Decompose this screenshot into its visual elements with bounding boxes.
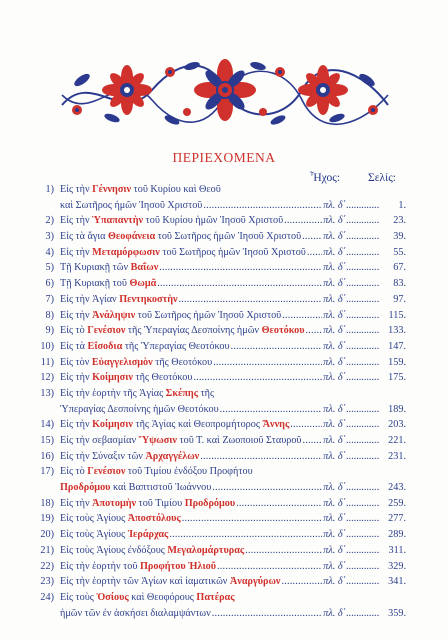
entry-text: Εἰς τὴν ἑορτὴν τοῦ [60, 560, 140, 572]
entry-page-number: 83. [393, 278, 406, 290]
entry-mode: πλ. δ΄ [323, 482, 346, 494]
entry-page-number: 231. [388, 450, 406, 462]
entry-mode: πλ. δ΄ [323, 560, 346, 572]
entry-highlight: Ἀνάληψιν [92, 309, 136, 321]
leader-dots [302, 433, 322, 449]
entry-number: 10) [40, 340, 54, 352]
toc-entry[interactable] [26, 386, 406, 417]
entry-title [60, 574, 281, 590]
entry-text: Εἰς τοὺς Ἁγίους ἐνδόξους [60, 544, 168, 556]
leader-dots [231, 339, 323, 355]
entry-text: Εἰς τοὺς Ἁγίους [60, 529, 128, 541]
entry-title [60, 527, 168, 543]
entry-page-number: 341. [388, 576, 406, 588]
entry-text: Εἰς τὴν [60, 497, 93, 509]
entry-highlight: Εἴσοδια [87, 340, 123, 352]
entry-number: 14) [40, 419, 54, 431]
entry-text: τοῦ Σωτῆρος ἡμῶν Ἰησοῦ Χριστοῦ [159, 246, 306, 258]
entry-page-number: 277. [388, 513, 406, 525]
entry-highlight: Ἀποστόλους [127, 513, 181, 525]
entry-number: 5) [45, 262, 54, 274]
entry-page-number: 221. [388, 435, 406, 446]
toc-entry[interactable] [26, 182, 406, 213]
leader-dots [193, 370, 322, 386]
entry-text: Εἰς τὴν σεβασμίαν [60, 435, 139, 446]
leader-dots [346, 527, 380, 543]
leader-dots [307, 245, 322, 261]
leader-dots [182, 511, 323, 527]
entry-text: τῆς Ὑπεραγίας Δεσποίνης ἡμῶν [125, 325, 262, 337]
entry-page-number: 329. [388, 560, 406, 572]
entry-text: καὶ Βαπτιστοῦ Ἰωάννου [110, 482, 212, 494]
entry-text: Εἰς τὸν [60, 356, 92, 368]
leader-dots [346, 496, 380, 512]
entry-text: τοῦ Σωτῆρος ἡμῶν Ἰησοῦ Χριστοῦ [155, 231, 302, 243]
entry-number: 24) [40, 591, 54, 603]
entry-number: 1) [45, 184, 54, 195]
entry-mode: πλ. δ΄ [323, 340, 346, 352]
leader-dots [282, 574, 323, 590]
toc-entry[interactable] [26, 229, 406, 245]
entry-highlight: Ὁσίους [96, 591, 129, 603]
entry-page-number: 359. [388, 607, 406, 619]
toc-entry[interactable] [26, 464, 406, 495]
entry-highlight: Ὑπαπαντὴν [92, 215, 144, 227]
toc-entry[interactable] [26, 370, 406, 386]
leader-dots [346, 480, 380, 496]
entry-number: 18) [40, 497, 54, 509]
entry-page-number: 55. [393, 246, 406, 258]
toc-entry[interactable] [26, 511, 406, 527]
entry-number: 9) [45, 325, 54, 337]
entry-highlight: Θωμᾶ [129, 278, 157, 290]
entry-highlight: Ἄννης [262, 419, 290, 431]
entry-text: τοῦ Τιμίου [136, 497, 185, 509]
entry-text: Εἰς τοὺς [60, 591, 97, 603]
entry-title [60, 590, 235, 606]
leader-dots [346, 308, 380, 324]
leader-dots [200, 449, 322, 465]
entry-mode: πλ. δ΄ [323, 356, 346, 368]
page-title: ΠΕΡΙΕΧΟΜΕΝΑ [172, 150, 276, 165]
entry-text: Εἰς τὴν [60, 419, 93, 431]
entry-title [60, 260, 158, 276]
entry-mode: πλ. δ΄ [323, 607, 346, 619]
leader-dots [346, 574, 380, 590]
entry-page-number: 39. [393, 231, 406, 243]
entry-page-number: 115. [388, 309, 406, 321]
toc-entry[interactable] [26, 433, 406, 449]
entry-title-continued [60, 402, 219, 418]
entry-mode: πλ. δ΄ [323, 278, 346, 290]
toc-entry[interactable] [26, 355, 406, 371]
entry-mode: πλ. δ΄ [323, 497, 346, 509]
entry-text: Εἰς τὴν [60, 246, 93, 258]
entry-text: Εἰς τὴν ἑορτὴν τῶν Ἁγίων καὶ ἰαματικῶν [60, 576, 230, 588]
entry-text: Εἰς τὴν [60, 184, 93, 195]
leader-dots [284, 213, 322, 229]
entry-number: 2) [45, 215, 54, 227]
entry-mode: πλ. δ΄ [323, 529, 346, 541]
entry-highlight: Ἱεράρχας [127, 529, 169, 541]
entry-highlight: Προφήτου Ἠλιοῦ [139, 560, 217, 572]
entry-highlight: Πεντηκοστὴν [119, 293, 178, 305]
entry-text: Εἰς τοὺς Ἁγίους [60, 513, 128, 525]
leader-dots [346, 355, 380, 371]
floral-ornament-icon [52, 50, 398, 132]
leader-dots [306, 323, 323, 339]
entry-page-number: 175. [388, 372, 406, 384]
entry-text: τῆς Ὑπεραγίας Θεοτόκου [122, 340, 230, 352]
toc-entry[interactable] [26, 213, 406, 229]
toc-entry[interactable] [26, 323, 406, 339]
entry-page-number: 133. [388, 325, 406, 337]
entry-text: Εἰς τὴν Σύναξιν τῶν [60, 450, 146, 462]
leader-dots [346, 370, 380, 386]
entry-highlight: Μεγαλομάρτυρας [167, 544, 245, 556]
entry-number: 23) [40, 576, 54, 588]
entry-title [60, 229, 301, 245]
entry-title [60, 449, 199, 465]
entry-mode: πλ. δ΄ [323, 215, 346, 227]
entry-highlight: Σκέπης [165, 387, 199, 399]
leader-dots [346, 245, 380, 261]
leader-dots [346, 323, 380, 339]
leader-dots [346, 449, 380, 465]
toc-entry[interactable] [26, 308, 406, 324]
leader-dots [346, 276, 380, 292]
entry-page-number: 289. [388, 529, 406, 541]
toc-entry[interactable] [26, 276, 406, 292]
leader-dots [157, 276, 322, 292]
toc-entry[interactable] [26, 527, 406, 543]
leader-dots [346, 543, 380, 559]
toc-entry[interactable] [26, 559, 406, 575]
entry-highlight: Μεταμόρφωσιν [92, 246, 160, 258]
entry-page-number: 311. [388, 544, 406, 556]
toc-entry[interactable] [26, 292, 406, 308]
entry-text: καὶ Σωτῆρος ἡμῶν Ἰησοῦ Χριστοῦ [60, 199, 203, 211]
entry-number: 16) [40, 450, 54, 462]
entry-text: τοῦ Κυρίου καὶ Θεοῦ [131, 184, 221, 195]
entry-highlight: Θεοτόκου [261, 325, 305, 337]
column-header-mode: Ἦχος: [310, 172, 341, 184]
entry-page-number: 243. [388, 482, 406, 494]
leader-dots [346, 402, 380, 418]
entry-page-number: 203. [388, 419, 406, 431]
toc-entry[interactable] [26, 496, 406, 512]
entry-text: τοῦ Σωτῆρος ἡμῶν Ἰησοῦ Χριστοῦ [135, 309, 282, 321]
column-header-page: Σελίς: [368, 172, 396, 184]
toc-entry[interactable] [26, 245, 406, 261]
entry-highlight: Ἀναργύρων [229, 576, 281, 588]
entry-number: 13) [40, 387, 54, 399]
entry-number: 15) [40, 435, 54, 446]
entry-title [60, 182, 221, 198]
entry-mode: πλ. δ΄ [323, 403, 346, 415]
entry-mode: πλ. δ΄ [323, 419, 346, 431]
leader-dots [213, 355, 322, 371]
leader-dots [236, 496, 322, 512]
entry-title [60, 433, 301, 449]
entry-text: τῆς Θεοτόκου [152, 356, 213, 368]
entry-mode: πλ. δ΄ [323, 450, 346, 462]
entry-highlight: Κοίμησιν [92, 419, 133, 431]
leader-dots [212, 606, 323, 622]
leader-dots [179, 292, 323, 308]
entry-text: Εἰς τὴν [60, 309, 93, 321]
entry-page-number: 189. [388, 403, 406, 415]
leader-dots [159, 260, 322, 276]
entry-highlight: Κοίμησιν [92, 372, 133, 384]
entry-highlight: Προδρόμου [60, 482, 111, 494]
entry-page-number: 67. [393, 262, 406, 274]
leader-dots [220, 402, 323, 418]
entry-mode: πλ. δ΄ [323, 293, 346, 305]
entry-text: Εἰς τὰ [60, 340, 88, 352]
leader-dots [346, 606, 380, 622]
leader-dots [346, 417, 380, 433]
entry-title [60, 355, 212, 371]
entry-page-number: 23. [393, 215, 406, 227]
entry-title-continued [60, 198, 202, 214]
leader-dots [346, 339, 380, 355]
entry-number: 3) [45, 231, 54, 243]
leader-dots [346, 433, 380, 449]
entry-title [60, 464, 253, 480]
leader-dots [346, 559, 380, 575]
entry-mode: πλ. δ΄ [323, 325, 346, 337]
entry-mode: πλ. δ΄ [323, 231, 346, 243]
toc-entry[interactable] [26, 543, 406, 559]
leader-dots [346, 198, 380, 214]
leader-dots [169, 527, 322, 543]
leader-dots [346, 213, 380, 229]
entry-number: 6) [45, 278, 54, 290]
entry-text: τοῦ Κυρίου ἡμῶν Ἰησοῦ Χριστοῦ [143, 215, 284, 227]
entry-number: 21) [40, 544, 54, 556]
table-of-contents [26, 182, 406, 621]
toc-entry[interactable] [26, 590, 406, 621]
leader-dots [302, 229, 322, 245]
entry-title [60, 245, 306, 261]
entry-mode: πλ. δ΄ [323, 372, 346, 384]
entry-highlight: Ἀποτομὴν [92, 497, 137, 509]
entry-title [60, 213, 283, 229]
leader-dots [212, 480, 322, 496]
entry-text: Εἰς τὴν Ἁγίαν [60, 293, 120, 305]
leader-dots [290, 417, 322, 433]
entry-text: τοῦ Τ. καὶ Ζωοποιοῦ Σταυροῦ [176, 435, 302, 446]
entry-title [60, 308, 281, 324]
entry-text: καὶ Θεοφόρους [128, 591, 197, 603]
entry-text: τῆς Ἁγίας καὶ Θεοπρομήτορος [132, 419, 263, 431]
entry-mode: πλ. δ΄ [323, 544, 346, 556]
entry-title [60, 559, 216, 575]
entry-text: τῆς Θεοτόκου [132, 372, 193, 384]
entry-title [60, 276, 156, 292]
leader-dots [217, 559, 322, 575]
entry-text: Εἰς τὴν ἑορτὴν τῆς Ἁγίας [60, 387, 166, 399]
entry-text: Εἰς τὴν [60, 372, 93, 384]
entry-title [60, 386, 214, 402]
leader-dots [203, 198, 322, 214]
entry-highlight: Θεοφάνεια [108, 231, 156, 243]
entry-highlight: Γενέσιον [87, 466, 126, 478]
entry-number: 11) [40, 356, 54, 368]
toc-entry[interactable] [26, 417, 406, 433]
entry-mode: πλ. δ΄ [323, 246, 346, 258]
entry-text: Εἰς τὸ [60, 466, 88, 478]
entry-text: τῆς [198, 387, 215, 399]
leader-dots [346, 292, 380, 308]
entry-title [60, 543, 244, 559]
entry-highlight: Βαΐων [130, 262, 159, 274]
leader-dots [346, 260, 380, 276]
toc-entry[interactable] [26, 449, 406, 465]
entry-title [60, 339, 230, 355]
entry-number: 4) [45, 246, 54, 258]
entry-mode: πλ. δ΄ [323, 309, 346, 321]
leader-dots [346, 511, 380, 527]
entry-number: 19) [40, 513, 54, 525]
entry-title [60, 323, 305, 339]
entry-text: Εἰς τὰ ἅγια [60, 231, 108, 243]
entry-page-number: 259. [388, 497, 406, 509]
entry-highlight: Εὐαγγελισμὸν [91, 356, 153, 368]
entry-title [60, 417, 289, 433]
entry-highlight: Προδρόμου [184, 497, 236, 509]
entry-mode: πλ. δ΄ [323, 262, 346, 274]
entry-page-number: 97. [393, 293, 406, 305]
toc-entry[interactable] [26, 260, 406, 276]
entry-number: 7) [45, 293, 54, 305]
entry-title-continued [60, 606, 211, 622]
entry-mode: πλ. δ΄ [323, 576, 346, 588]
entry-mode: πλ. δ΄ [323, 435, 346, 446]
entry-number: 12) [40, 372, 54, 384]
entry-title [60, 496, 235, 512]
entry-text: Εἰς τὸ [60, 325, 88, 337]
entry-highlight: Ὕψωσιν [138, 435, 177, 446]
entry-mode: πλ. δ΄ [323, 513, 346, 525]
entry-title-continued [60, 480, 211, 496]
entry-number: 20) [40, 529, 54, 541]
toc-entry[interactable] [26, 339, 406, 355]
entry-title [60, 370, 192, 386]
entry-highlight: Ἀρχαγγέλων [145, 450, 200, 462]
entry-highlight: Γέννησιν [92, 184, 132, 195]
entry-text: ἡμῶν τῶν ἐν ἀσκήσει διαλαμψάντων [60, 607, 211, 619]
entry-highlight: Πατέρας [196, 591, 235, 603]
entry-page-number: 147. [388, 340, 406, 352]
leader-dots [282, 308, 322, 324]
entry-text: Τῇ Κυριακῇ τῶν [60, 262, 131, 274]
entry-text: τοῦ Τιμίου ἐνδόξου Προφήτου [125, 466, 253, 478]
entry-page-number: 1. [398, 199, 406, 211]
entry-mode: πλ. δ΄ [323, 199, 346, 211]
entry-number: 22) [40, 560, 54, 572]
entry-text: Ὑπεραγίας Δεσποίνης ἡμῶν Θεοτόκου [60, 403, 219, 415]
entry-text: Εἰς τὴν [60, 215, 93, 227]
entry-highlight: Γενέσιον [87, 325, 126, 337]
leader-dots [346, 229, 380, 245]
leader-dots [245, 543, 322, 559]
entry-title [60, 292, 178, 308]
entry-number: 8) [45, 309, 54, 321]
toc-entry[interactable] [26, 574, 406, 590]
entry-page-number: 159. [388, 356, 406, 368]
entry-text: Τῇ Κυριακῇ τοῦ [60, 278, 130, 290]
entry-title [60, 511, 181, 527]
entry-number: 17) [40, 466, 54, 478]
